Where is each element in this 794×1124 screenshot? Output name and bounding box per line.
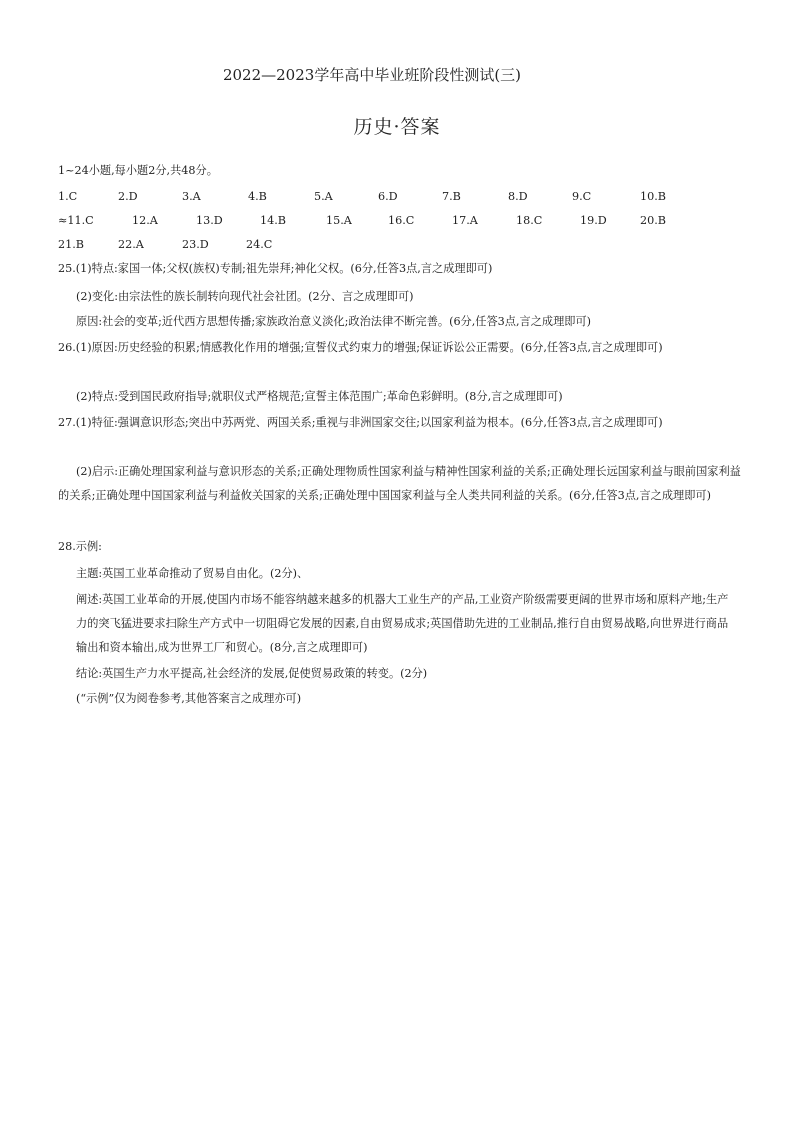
mc-answer: 23.D [182,238,209,251]
q27-part1: 27.(1)特征:强调意识形态;突出中苏两党、两国关系;重视与非洲国家交往;以国家利益为根本。(6分,任答3点,言之成理即可) [58,416,663,429]
mc-answer: 19.D [580,214,607,227]
mc-answer: ≈11.C [58,214,94,227]
mc-answer: 24.C [246,238,273,251]
mc-answer: 10.B [640,190,667,203]
mc-answer: 12.A [132,214,158,227]
mc-answer: 22.A [118,238,144,251]
mc-intro: 1~24小题,每小题2分,共48分。 [58,164,218,177]
mc-answer: 13.D [196,214,223,227]
mc-answer: 14.B [260,214,287,227]
q26-part2: (2)特点:受到国民政府指导;就职仪式严格规范;宣誓主体范围广;革命色彩鲜明。(8分,言之成理即可) [76,390,563,403]
exam-title: 2022—2023学年高中毕业班阶段性测试(三) [222,66,522,84]
q25-reason: 原因:社会的变革;近代西方思想传播;家族政治意义淡化;政治法律不断完善。(6分,任答3点,言之成理即可) [76,315,592,328]
mc-answer: 7.B [442,190,461,203]
mc-answer: 17.A [452,214,478,227]
q25-part1: 25.(1)特点:家国一体;父权(族权)专制;祖先崇拜;神化父权。(6分,任答3点,言之成理即可) [58,262,493,275]
q25-part2: (2)变化:由宗法性的族长制转向现代社会社团。(2分、言之成理即可) [76,290,414,303]
mc-answer-row-1 [58,186,758,208]
q28-argument: 阐述:英国工业革命的开展,使国内市场不能容纳越来越多的机器大工业生产的产品,工业资产阶级需要更阔的世界市场和原料产地;生产力的突飞猛进要求扫除生产方式中一切阻碍它发展的因素,自由贸易成求;英国借助先进的工业制品,推行自由贸易战略,向世界进行商品输出和资本输出,成为世界工厂和贸心。(8分,言之成理即可) [76,593,729,654]
mc-answer: 6.D [378,190,398,203]
mc-answer: 2.D [118,190,138,203]
mc-answer: 15.A [326,214,352,227]
mc-answer: 5.A [314,190,333,203]
mc-answer: 4.B [248,190,267,203]
mc-answer: 18.C [516,214,543,227]
q27-part2: (2)启示:正确处理国家利益与意识形态的关系;正确处理物质性国家利益与精神性国家利益的关系;正确处理长远国家利益与眼前国家利益的关系;正确处理中国国家利益与利益攸关国家的关系;正确处理中国国家利益与全人类共同利益的关系。(6分,任答3点,言之成理即可) [58,465,741,502]
mc-answer: 21.B [58,238,85,251]
q26-part1: 26.(1)原因:历史经验的积累;情感教化作用的增强;宣誓仪式约束力的增强;保证诉讼公正需要。(6分,任答3点,言之成理即可) [58,341,663,354]
mc-answer-row-3 [58,234,758,256]
q28-theme: 主题:英国工业革命推动了贸易自由化。(2分)、 [76,567,309,580]
mc-answer: 20.B [640,214,667,227]
document-title: 历史·答案 [353,116,441,138]
mc-answer-row-2 [58,210,758,232]
mc-answer: 3.A [182,190,201,203]
mc-answer: 9.C [572,190,592,203]
q28-label: 28.示例: [58,540,102,553]
q28-conclusion: 结论:英国生产力水平提高,社会经济的发展,促使贸易政策的转变。(2分) [76,667,428,680]
mc-answer: 1.C [58,190,78,203]
mc-answer: 16.C [388,214,415,227]
mc-answer: 8.D [508,190,528,203]
q28-note: (“示例”仅为阅卷参考,其他答案言之成理亦可) [76,692,302,705]
